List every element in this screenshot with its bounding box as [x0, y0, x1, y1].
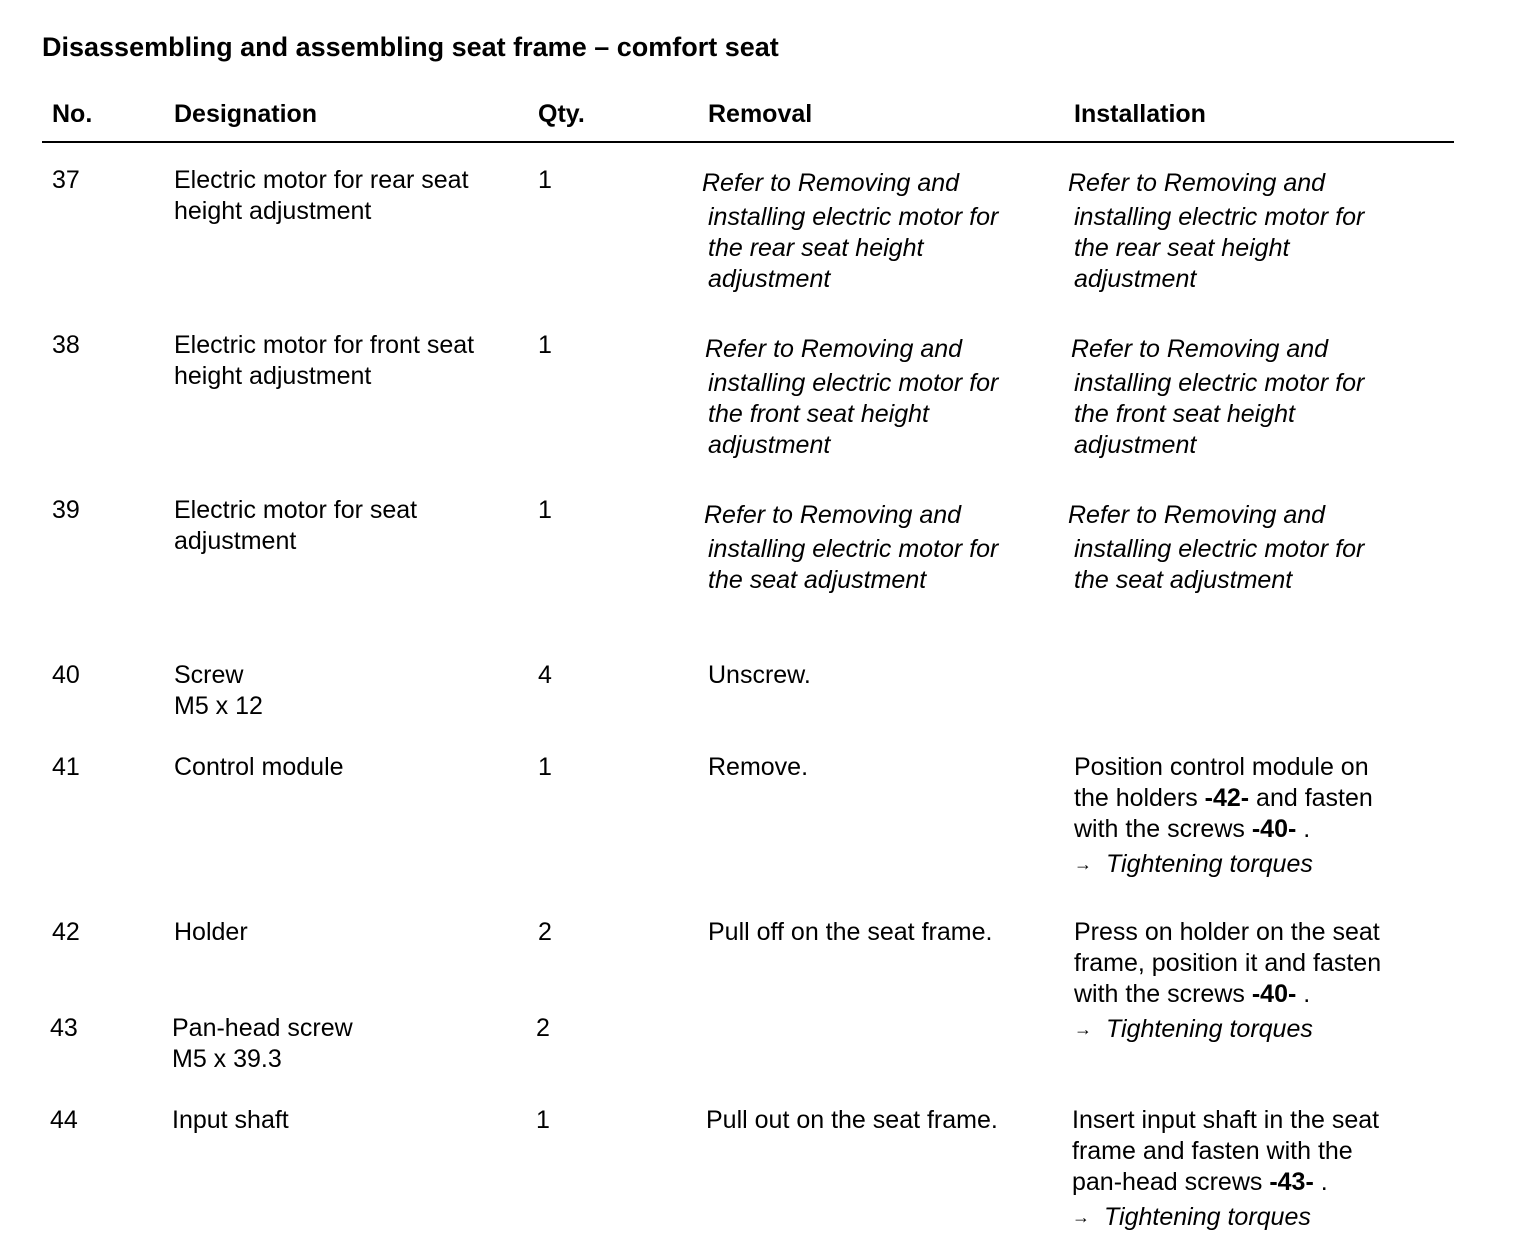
removal-cell: Remove.	[708, 753, 809, 781]
text-segment: .	[1296, 815, 1311, 843]
reference-line: adjustment	[708, 431, 831, 459]
removal-cell: Pull out on the seat frame.	[706, 1106, 998, 1134]
row-number: 37	[52, 166, 80, 194]
text-segment: with the screws	[1074, 815, 1252, 843]
designation-cell	[174, 660, 263, 722]
page-title: Disassembling and assembling seat frame – comfort seat	[42, 32, 779, 62]
removal-cell: Pull off on the seat frame.	[708, 918, 993, 946]
designation-cell	[174, 330, 474, 392]
quantity-cell: 2	[538, 918, 552, 946]
installation-line	[1074, 814, 1373, 845]
reference-line: the rear seat height	[1074, 234, 1290, 262]
text-segment: .	[1313, 1168, 1328, 1196]
designation-line: M5 x 12	[174, 692, 263, 720]
link-label: Tightening torques	[1104, 1203, 1311, 1231]
reference-line: the seat adjustment	[708, 566, 927, 594]
tightening-torques-link[interactable]	[1074, 845, 1373, 883]
row-number: 43	[50, 1014, 78, 1042]
designation-line: Screw	[174, 661, 244, 689]
designation-line: M5 x 39.3	[172, 1045, 282, 1073]
removal-reference-link[interactable]	[705, 334, 999, 461]
reference-line: adjustment	[708, 265, 831, 293]
link-label: Tightening torques	[1106, 1015, 1313, 1043]
designation-cell	[174, 495, 417, 557]
installation-line: frame and fasten with the	[1072, 1137, 1353, 1165]
part-reference: -42-	[1204, 784, 1250, 812]
arrow-right-icon: →	[1074, 1019, 1092, 1039]
installation-cell	[1072, 1105, 1379, 1236]
designation-line: Pan-head screw	[172, 1014, 353, 1042]
header-designation: Designation	[174, 100, 318, 128]
header-no: No.	[52, 100, 93, 128]
reference-line: Refer to Removing and	[702, 169, 960, 197]
installation-reference-link[interactable]	[1068, 500, 1365, 596]
designation-cell: Input shaft	[172, 1106, 289, 1134]
removal-cell: Unscrew.	[708, 661, 811, 689]
designation-cell	[174, 165, 469, 227]
installation-line: Press on holder on the seat	[1074, 918, 1380, 946]
quantity-cell: 1	[538, 331, 552, 359]
reference-line: Refer to Removing and	[705, 335, 963, 363]
row-number: 42	[52, 918, 80, 946]
reference-line: installing electric motor for	[1074, 369, 1365, 397]
quantity-cell: 1	[538, 753, 552, 781]
row-number: 41	[52, 753, 80, 781]
designation-cell	[172, 1013, 353, 1075]
designation-line: adjustment	[174, 527, 297, 555]
header-qty: Qty.	[538, 100, 585, 128]
row-number: 40	[52, 661, 80, 689]
text-segment: .	[1296, 980, 1311, 1008]
header-divider	[42, 141, 1454, 143]
reference-line: adjustment	[1074, 431, 1197, 459]
installation-line: Position control module on	[1074, 753, 1369, 781]
text-segment: the holders	[1074, 784, 1205, 812]
reference-line: installing electric motor for	[1074, 535, 1365, 563]
installation-line	[1072, 1167, 1379, 1198]
designation-line: height adjustment	[174, 197, 372, 225]
removal-reference-link[interactable]	[702, 168, 999, 295]
quantity-cell: 4	[538, 661, 552, 689]
installation-reference-link[interactable]	[1071, 334, 1365, 461]
reference-line: the front seat height	[708, 400, 929, 428]
reference-line: adjustment	[1074, 265, 1197, 293]
link-label: Tightening torques	[1106, 850, 1313, 878]
reference-line: Refer to Removing and	[704, 501, 962, 529]
designation-line: height adjustment	[174, 362, 372, 390]
installation-line: Insert input shaft in the seat	[1072, 1106, 1380, 1134]
reference-line: the rear seat height	[708, 234, 924, 262]
part-reference: -40-	[1251, 980, 1297, 1008]
reference-line: the front seat height	[1074, 400, 1295, 428]
part-reference: -40-	[1251, 815, 1297, 843]
reference-line: the seat adjustment	[1074, 566, 1293, 594]
text-segment: and fasten	[1249, 784, 1373, 812]
reference-line: Refer to Removing and	[1068, 169, 1326, 197]
reference-line: Refer to Removing and	[1068, 501, 1326, 529]
installation-line	[1074, 979, 1381, 1010]
part-reference: -43-	[1269, 1168, 1314, 1196]
header-removal: Removal	[708, 100, 813, 128]
tightening-torques-link[interactable]	[1074, 1010, 1381, 1048]
installation-line	[1074, 783, 1373, 814]
removal-reference-link[interactable]	[704, 500, 999, 596]
designation-line: Electric motor for seat	[174, 496, 418, 524]
text-segment: with the screws	[1074, 980, 1252, 1008]
installation-cell	[1074, 917, 1381, 1048]
installation-cell	[1074, 752, 1373, 883]
row-number: 39	[52, 496, 80, 524]
designation-cell: Holder	[174, 918, 248, 946]
reference-line: installing electric motor for	[708, 369, 999, 397]
reference-line: installing electric motor for	[708, 535, 999, 563]
designation-line: Electric motor for front seat	[174, 331, 475, 359]
row-number: 44	[50, 1106, 78, 1134]
quantity-cell: 2	[536, 1014, 550, 1042]
row-number: 38	[52, 331, 80, 359]
arrow-right-icon: →	[1074, 854, 1092, 874]
designation-cell: Control module	[174, 753, 344, 781]
designation-line: Electric motor for rear seat	[174, 166, 469, 194]
installation-line: frame, position it and fasten	[1074, 949, 1382, 977]
installation-reference-link[interactable]	[1068, 168, 1365, 295]
arrow-right-icon: →	[1072, 1207, 1090, 1227]
reference-line: Refer to Removing and	[1071, 335, 1329, 363]
reference-line: installing electric motor for	[1074, 203, 1365, 231]
quantity-cell: 1	[538, 166, 552, 194]
text-segment: pan-head screws	[1072, 1168, 1270, 1196]
quantity-cell: 1	[536, 1106, 550, 1134]
tightening-torques-link[interactable]	[1072, 1198, 1379, 1236]
header-installation: Installation	[1074, 100, 1206, 128]
reference-line: installing electric motor for	[708, 203, 999, 231]
quantity-cell: 1	[538, 496, 552, 524]
